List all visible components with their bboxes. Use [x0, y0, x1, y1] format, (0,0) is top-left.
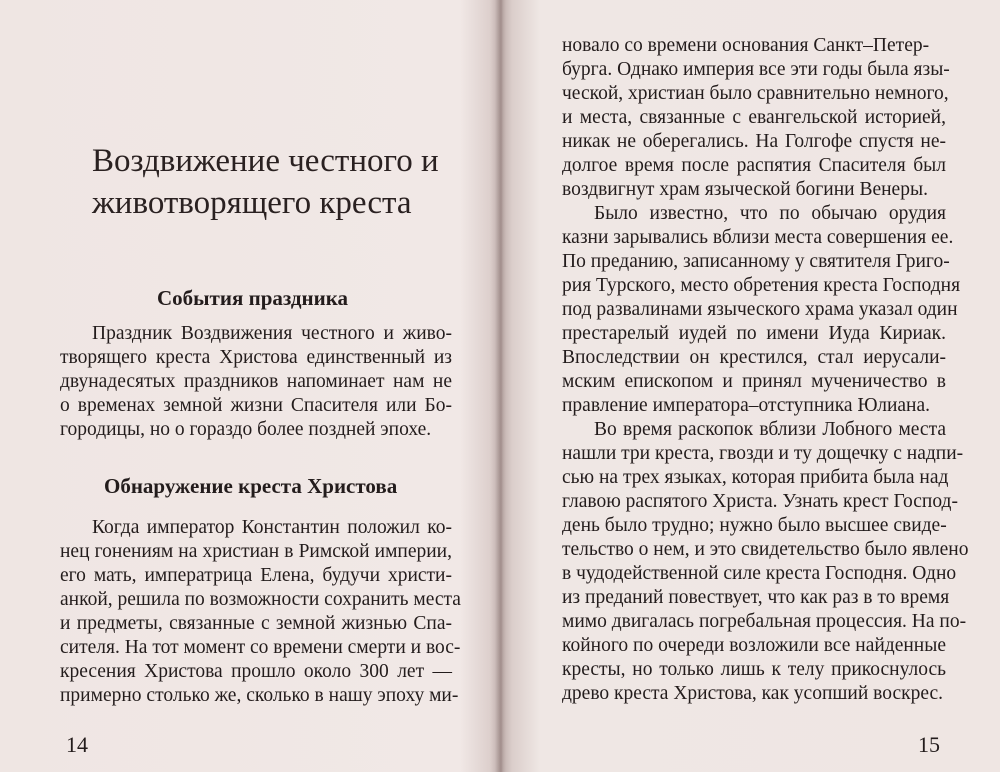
text-line: главою распятого Христа. Узнать крест Господ-	[562, 491, 958, 512]
right-page	[500, 0, 1000, 772]
chapter-title	[92, 140, 439, 224]
text-line: казни зарывались вблизи места совершения ее.	[562, 227, 954, 248]
text-line: нашли три креста, гвозди и ту дощечку с надпи-	[562, 443, 964, 464]
text-line: мимо двигалась погребальная процессия. На по-	[562, 611, 967, 632]
paragraph-constantine	[60, 516, 461, 708]
page-number-left: 14	[66, 732, 88, 757]
text-line: Праздник Воздвижения честного и живо-	[92, 323, 452, 344]
chapter-title-line: животворящего креста	[92, 185, 412, 221]
text-line: день было трудно; нужно было высшее свиде-	[562, 515, 947, 536]
text-line: рия Турского, место обретения креста Господня	[562, 275, 961, 296]
paragraph-empire	[562, 34, 950, 202]
text-line: сителя. На тот момент со времени смерти и вос-	[60, 637, 461, 658]
text-line: нец гонениям на христиан в Римской империи,	[60, 541, 452, 562]
text-line: и места, связанные с евангельской историей,	[562, 107, 946, 128]
text-line: из преданий повествует, что как раз в то время	[562, 587, 950, 608]
text-line: койного по очереди возложили все найденные	[562, 635, 946, 656]
text-line: творящего креста Христова единственный из	[60, 347, 452, 368]
text-line: Во время раскопок вблизи Лобного места	[594, 419, 946, 440]
text-line: кресения Христова прошло около 300 лет —	[60, 661, 452, 682]
text-line: мским епископом и принял мученичество в	[562, 371, 946, 392]
text-line: ческой, христиан было сравнительно немного,	[562, 83, 949, 104]
text-line: под развалинами языческого храма указал один	[562, 299, 958, 320]
section-heading-discovery: Обнаружение креста Христова	[104, 474, 398, 498]
paragraph-tradition	[562, 202, 961, 418]
section-heading-events: События праздника	[157, 286, 349, 310]
chapter-title-line: Воздвижение честного и	[92, 143, 439, 179]
text-line: о временах земной жизни Спасителя или Бо-	[60, 395, 452, 416]
text-line: и предметы, связанные с земной жизнью Спа-	[60, 613, 452, 634]
text-line: Когда император Константин положил ко-	[92, 517, 452, 538]
text-line: никак не оберегались. На Голгофе спустя не-	[562, 131, 946, 152]
paragraph-holiday	[60, 322, 452, 442]
paragraph-excavation	[562, 418, 969, 706]
text-line: новало со времени основания Санкт–Петер-	[562, 35, 930, 56]
text-line: кресты, но только лишь к телу прикоснулось	[562, 659, 946, 680]
text-line: древо креста Христова, как усопший воскрес.	[562, 683, 944, 704]
text-line: двунадесятых праздников напоминает нам не	[60, 371, 452, 392]
text-line: бурга. Однако империя все эти годы была язы-	[562, 59, 950, 80]
text-line: правление императора–отступника Юлиана.	[562, 395, 931, 416]
text-line: Впоследствии он крестился, стал иерусали-	[562, 347, 946, 368]
text-line: городицы, но о гораздо более поздней эпохе.	[60, 419, 432, 440]
text-line: Было известно, что по обычаю орудия	[594, 203, 946, 224]
text-line: воздвигнут храм языческой богини Венеры.	[562, 179, 928, 200]
text-line: долгое время после распятия Спасителя был	[562, 155, 946, 176]
text-line: престарелый иудей по имени Иуда Кириак.	[562, 323, 946, 344]
text-line: По преданию, записанному у святителя Григо-	[562, 251, 950, 272]
text-line: сью на трех языках, которая прибита была над	[562, 467, 949, 488]
text-line: его мать, императрица Елена, будучи христи-	[60, 565, 452, 586]
text-line: тельство о нем, и это свидетельство было явлено	[562, 539, 969, 560]
text-line: в чудодейственной силе креста Господня. Одно	[562, 563, 957, 584]
text-line: примерно столько же, сколько в нашу эпоху ми-	[60, 685, 459, 706]
text-line: анкой, решила по возможности сохранить места	[60, 589, 461, 610]
page-number-right: 15	[918, 732, 940, 757]
